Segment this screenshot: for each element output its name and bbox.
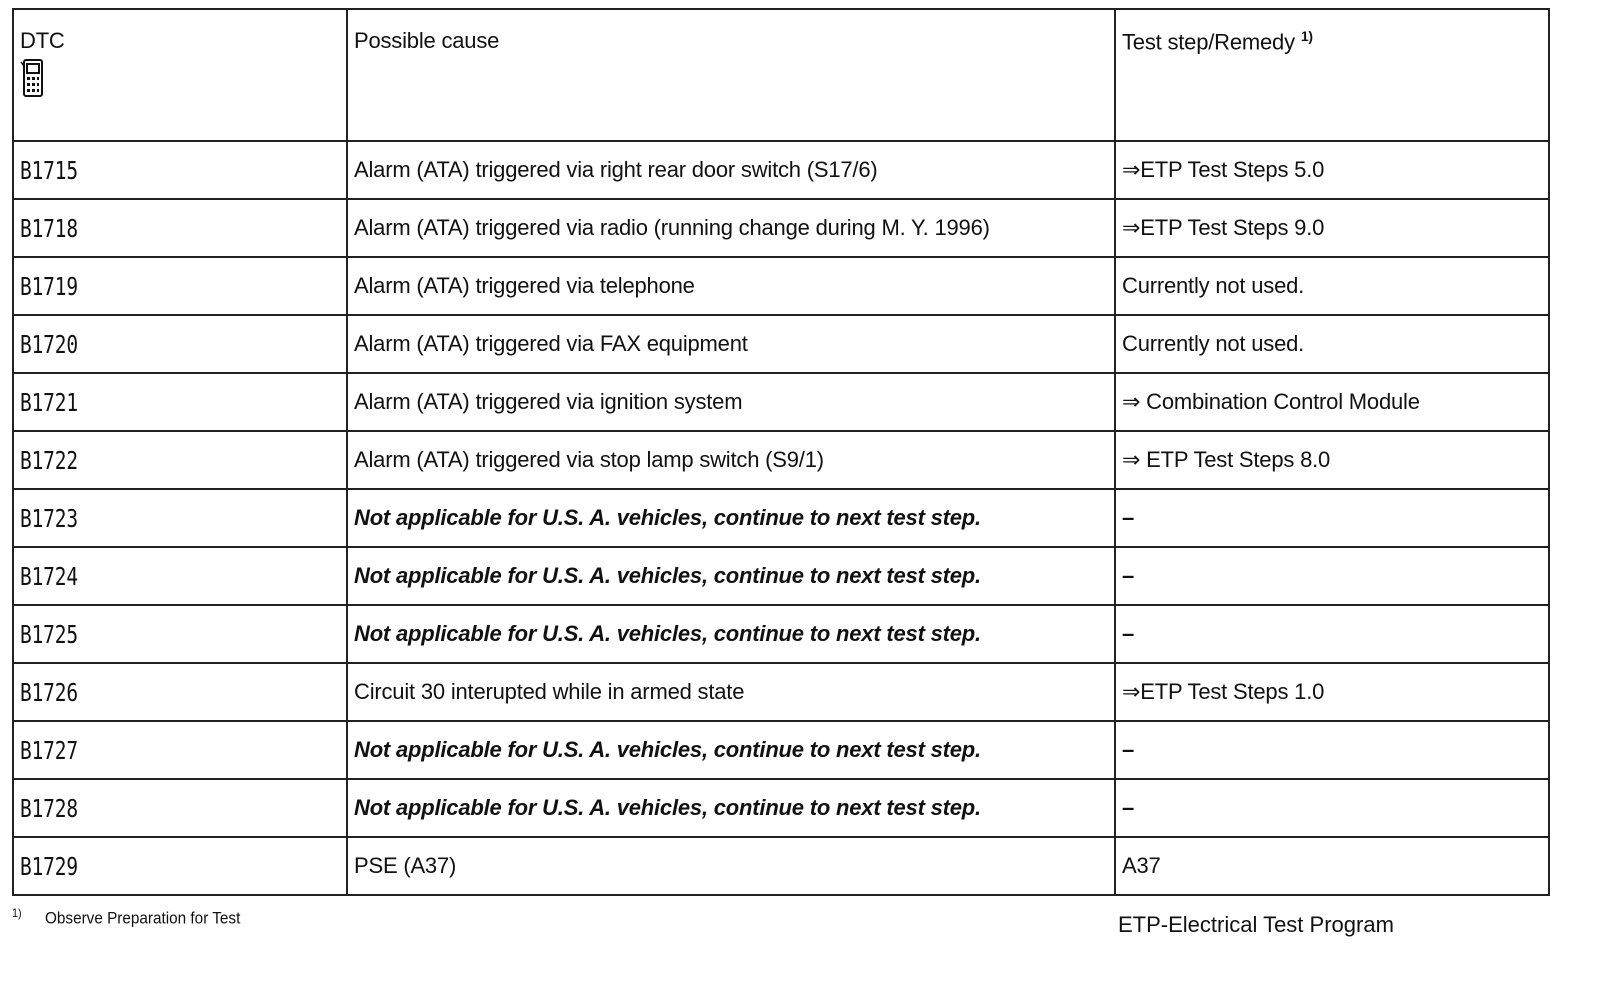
possible-cause: Alarm (ATA) triggered via FAX equipment xyxy=(354,331,748,356)
dtc-code: B1720 xyxy=(20,329,78,359)
footnote xyxy=(12,906,240,929)
dtc-code: B1726 xyxy=(20,677,78,707)
dtc-code: B1721 xyxy=(20,387,78,417)
dtc-code: B1722 xyxy=(20,445,78,475)
dtc-cell xyxy=(13,489,347,547)
table-row xyxy=(13,779,1549,837)
cause-cell xyxy=(347,257,1115,315)
dtc-cell xyxy=(13,605,347,663)
table-row xyxy=(13,431,1549,489)
remedy-cell xyxy=(1115,547,1549,605)
dtc-cell xyxy=(13,837,347,895)
header-dtc xyxy=(13,9,347,141)
dtc-cell xyxy=(13,721,347,779)
test-step-remedy: ⇒ETP Test Steps 5.0 xyxy=(1122,157,1325,182)
cause-cell xyxy=(347,547,1115,605)
remedy-cell xyxy=(1115,199,1549,257)
test-step-remedy: ⇒ETP Test Steps 1.0 xyxy=(1122,679,1325,704)
cause-cell xyxy=(347,721,1115,779)
test-step-remedy: ⇒ETP Test Steps 9.0 xyxy=(1122,215,1325,240)
dtc-table xyxy=(12,8,1550,896)
remedy-cell xyxy=(1115,373,1549,431)
cause-cell xyxy=(347,837,1115,895)
footnote-mark: 1) xyxy=(12,906,22,920)
test-step-remedy: – xyxy=(1122,621,1135,646)
cause-cell xyxy=(347,315,1115,373)
table-row xyxy=(13,489,1549,547)
cause-cell xyxy=(347,199,1115,257)
dtc-cell xyxy=(13,141,347,199)
table-row xyxy=(13,315,1549,373)
possible-cause: Alarm (ATA) triggered via radio (running change during M. Y. 1996) xyxy=(354,215,990,240)
test-step-remedy: A37 xyxy=(1122,853,1161,878)
possible-cause: Not applicable for U.S. A. vehicles, continue to next test step. xyxy=(354,621,981,646)
cause-cell xyxy=(347,605,1115,663)
remedy-cell xyxy=(1115,663,1549,721)
dtc-cell xyxy=(13,431,347,489)
header-cause xyxy=(347,9,1115,141)
header-remedy-label: Test step/Remedy xyxy=(1122,29,1295,55)
possible-cause: Alarm (ATA) triggered via telephone xyxy=(354,273,695,298)
dtc-code: B1729 xyxy=(20,851,78,881)
dtc-code: B1724 xyxy=(20,561,78,591)
cause-cell xyxy=(347,431,1115,489)
dtc-cell xyxy=(13,779,347,837)
cause-cell xyxy=(347,663,1115,721)
test-step-remedy: – xyxy=(1122,563,1135,588)
possible-cause: PSE (A37) xyxy=(354,853,457,878)
possible-cause: Not applicable for U.S. A. vehicles, continue to next test step. xyxy=(354,505,981,530)
table-row xyxy=(13,663,1549,721)
test-step-remedy: ⇒ ETP Test Steps 8.0 xyxy=(1122,447,1331,472)
test-step-remedy: – xyxy=(1122,795,1135,820)
remedy-cell xyxy=(1115,315,1549,373)
etp-abbreviation-note: ETP-Electrical Test Program xyxy=(1118,912,1394,937)
dtc-code: B1723 xyxy=(20,503,78,533)
remedy-cell xyxy=(1115,431,1549,489)
dtc-code: B1727 xyxy=(20,735,78,765)
header-remedy-footnote-mark: 1) xyxy=(1300,28,1313,44)
possible-cause: Alarm (ATA) triggered via stop lamp switch (S9/1) xyxy=(354,447,824,472)
remedy-cell xyxy=(1115,837,1549,895)
footnote-text: Observe Preparation for Test xyxy=(45,908,241,928)
dtc-code: B1728 xyxy=(20,793,78,823)
test-step-remedy: Currently not used. xyxy=(1122,331,1305,356)
test-step-remedy: – xyxy=(1122,505,1135,530)
table-row xyxy=(13,141,1549,199)
dtc-code: B1719 xyxy=(20,271,78,301)
table-row xyxy=(13,605,1549,663)
possible-cause: Not applicable for U.S. A. vehicles, continue to next test step. xyxy=(354,563,981,588)
remedy-cell xyxy=(1115,605,1549,663)
dtc-code: B1725 xyxy=(20,619,78,649)
cause-cell xyxy=(347,489,1115,547)
remedy-cell xyxy=(1115,141,1549,199)
remedy-cell xyxy=(1115,721,1549,779)
handheld-tester-icon xyxy=(20,58,46,98)
header-remedy xyxy=(1115,9,1549,141)
possible-cause: Not applicable for U.S. A. vehicles, continue to next test step. xyxy=(354,737,981,762)
possible-cause: Not applicable for U.S. A. vehicles, continue to next test step. xyxy=(354,795,981,820)
table-row xyxy=(13,373,1549,431)
dtc-code: B1718 xyxy=(20,213,78,243)
remedy-cell xyxy=(1115,257,1549,315)
possible-cause: Alarm (ATA) triggered via ignition system xyxy=(354,389,743,414)
remedy-cell xyxy=(1115,779,1549,837)
table-row xyxy=(13,721,1549,779)
header-dtc-label: DTC xyxy=(20,28,65,53)
test-step-remedy: – xyxy=(1122,737,1135,762)
cause-cell xyxy=(347,373,1115,431)
dtc-cell xyxy=(13,199,347,257)
header-cause-label: Possible cause xyxy=(354,28,500,53)
test-step-remedy: ⇒ Combination Control Module xyxy=(1122,389,1420,414)
table-row xyxy=(13,199,1549,257)
dtc-cell xyxy=(13,315,347,373)
test-step-remedy: Currently not used. xyxy=(1122,273,1305,298)
possible-cause: Alarm (ATA) triggered via right rear door switch (S17/6) xyxy=(354,157,878,182)
cause-cell xyxy=(347,779,1115,837)
dtc-cell xyxy=(13,547,347,605)
table-header-row xyxy=(13,9,1549,141)
possible-cause: Circuit 30 interupted while in armed state xyxy=(354,679,745,704)
table-row xyxy=(13,547,1549,605)
dtc-cell xyxy=(13,257,347,315)
cause-cell xyxy=(347,141,1115,199)
table-row xyxy=(13,837,1549,895)
table-row xyxy=(13,257,1549,315)
dtc-cell xyxy=(13,373,347,431)
remedy-cell xyxy=(1115,489,1549,547)
dtc-code: B1715 xyxy=(20,155,78,185)
dtc-cell xyxy=(13,663,347,721)
